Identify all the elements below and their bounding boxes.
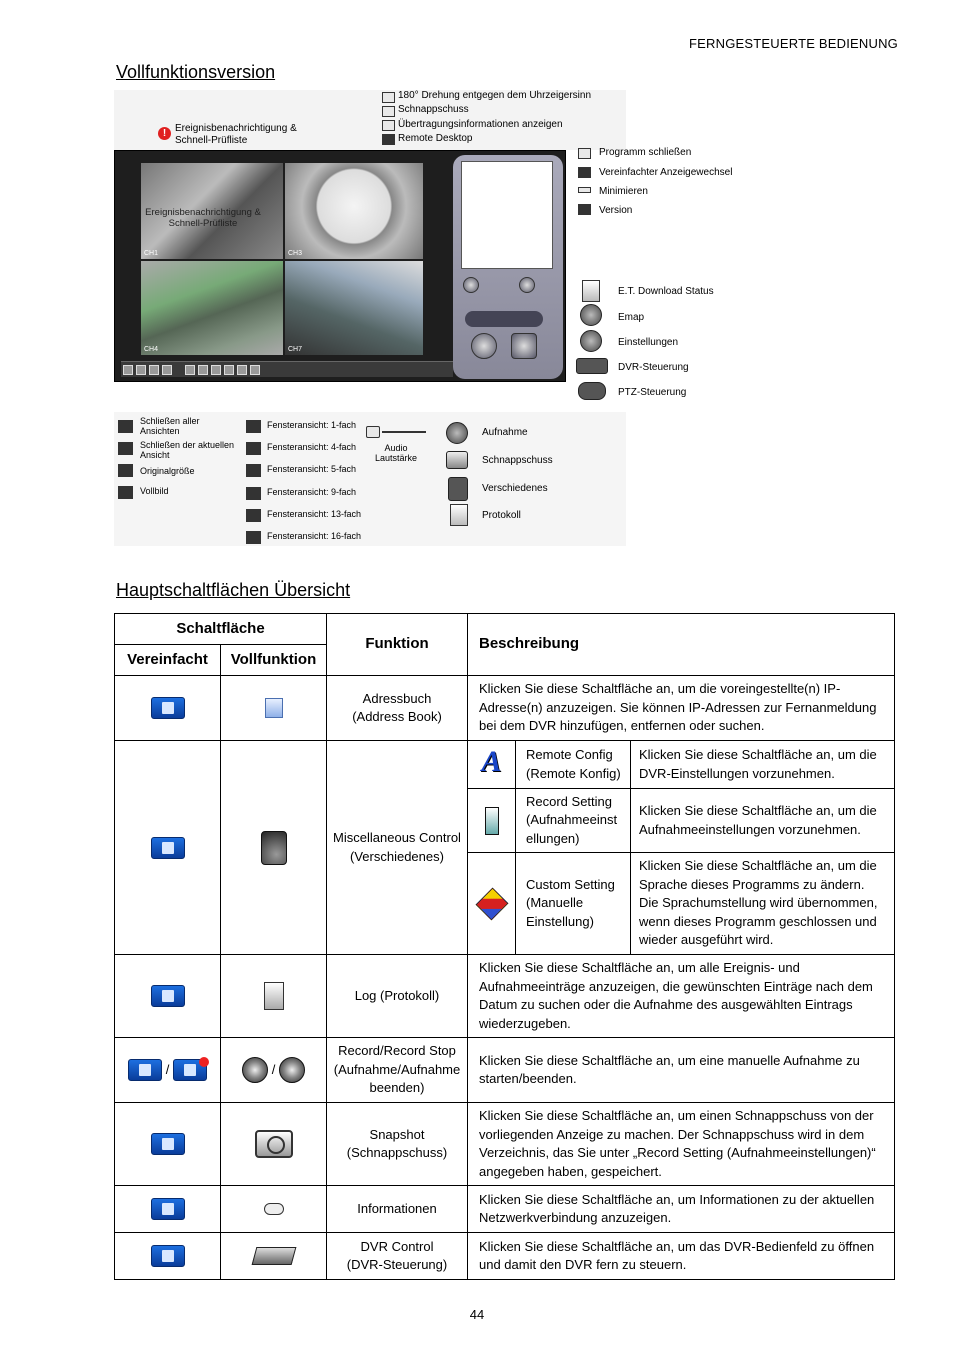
close-all-icon [118, 420, 133, 433]
log-icon [264, 982, 284, 1010]
info-simple-icon [151, 1198, 185, 1220]
label-view-13: Fensteransicht: 13-fach [267, 509, 362, 519]
rotate-icon [382, 92, 395, 103]
address-book-icon [265, 698, 283, 718]
view-5-icon [246, 464, 261, 477]
close-current-icon [118, 442, 133, 455]
address-list-screen [461, 161, 553, 269]
label-audio-volume: Audio Lautstärke [374, 443, 418, 463]
version-icon [578, 204, 591, 215]
view-toolbar [121, 361, 453, 377]
buttons-overview-table [114, 613, 895, 1280]
alert-icon: ! [158, 127, 171, 140]
description-record-setting: Klicken Sie diese Schaltfläche an, um die Aufnahmeeinstellungen vorzunehmen. [631, 789, 895, 853]
view-4-icon [246, 442, 261, 455]
header-full: Vollfunktion [221, 645, 327, 676]
table-row [115, 676, 895, 741]
original-size-icon [118, 464, 133, 477]
log-simple-icon [151, 985, 185, 1007]
label-close-program: Programm schließen [599, 147, 692, 158]
header-button: Schaltfläche [115, 614, 327, 645]
table-row: / / Record/Record Stop (Aufnahme/Aufnahme beenden) Klicken Sie diese Schaltfläche an, um eine manuelle Aufnahme zu starten/beenden. [115, 1038, 895, 1103]
camera-icon [446, 451, 468, 469]
misc-knob-icon [511, 333, 537, 359]
minimize-icon [578, 187, 591, 193]
label-snapshot-bottom: Schnappschuss [482, 455, 553, 466]
software-screenshot-figure [114, 90, 733, 550]
camera-view-4: CH7 [285, 261, 423, 355]
dvr-viewer-window [114, 150, 566, 382]
sub-remote-config: Remote Config (Remote Konfig) [516, 741, 631, 789]
description-dvr-control: Klicken Sie diese Schaltfläche an, um das DVR-Bedienfeld zu öffnen und damit den DVR fern zu steuern. [468, 1233, 895, 1280]
label-close-all-views: Schließen aller Ansichten [140, 416, 200, 436]
snapshot-simple-icon [151, 1133, 185, 1155]
remote-config-icon: A [481, 744, 502, 778]
misc-icon [448, 477, 468, 501]
function-misc-control: Miscellaneous Control (Verschiedenes) [327, 741, 468, 955]
record-simple-icon [128, 1059, 162, 1081]
page-header: FERNGESTEUERTE BEDIENUNG [689, 36, 898, 51]
table-row [115, 1233, 895, 1280]
event-overlay-label: Ereignisbenachrichtigung & Schnell-Prüfliste [145, 207, 261, 229]
event-notification-label: Ereignisbenachrichtigung & Schnell-Prüfliste [175, 123, 297, 146]
speaker-icon [366, 426, 380, 438]
label-original-size: Originalgröße [140, 466, 195, 476]
function-record: Record/Record Stop (Aufnahme/Aufnahme beenden) [327, 1038, 468, 1103]
label-log: Protokoll [482, 510, 521, 521]
description-address-book: Klicken Sie diese Schaltfläche an, um die voreingestellte(n) IP-Adresse(n) anzuzeigen. Sie können IP-Adressen zur Fernanmeldung bei dem DVR hinzufügen, entfernen oder suchen. [468, 676, 895, 741]
settings-gear-icon [580, 330, 602, 352]
label-emap: Emap [618, 312, 645, 323]
view-1-icon [246, 420, 261, 433]
label-download-status: E.T. Download Status [618, 286, 714, 297]
label-view-4: Fensteransicht: 4-fach [267, 442, 357, 452]
label-transfer-info: Übertragungsinformationen anzeigen [398, 119, 563, 130]
table-row [115, 955, 895, 1038]
description-log: Klicken Sie diese Schaltfläche an, um alle Ereignis- und Aufnahmeeinträge anzuzeigen, die gewünschten Einträge nach dem Datum zu suchen oder die Aufnahme des ausgewählten Eintrags wiederzugeben. [468, 955, 895, 1038]
info-small-icon [382, 120, 395, 131]
description-info: Klicken Sie diese Schaltfläche an, um Informationen zu der aktuellen Netzwerkverbindung anzuzeigen. [468, 1186, 895, 1233]
dvr-control-icon [576, 358, 608, 374]
description-remote-config: Klicken Sie diese Schaltfläche an, um die DVR-Einstellungen vorzunehmen. [631, 741, 895, 789]
label-snapshot-top: Schnappschuss [398, 104, 469, 115]
description-custom-setting: Klicken Sie diese Schaltfläche an, um die Sprache dieses Programms zu ändern. Die Sprachumstellung wird übernommen, wenn dieses Programm geschlossen und wieder ausgeführt wird. [631, 853, 895, 955]
label-minimize: Minimieren [599, 186, 648, 197]
table-row [115, 1103, 895, 1186]
label-simple-display-switch: Vereinfachter Anzeigewechsel [599, 167, 733, 178]
camera-view-3: CH4 [141, 261, 283, 355]
function-log: Log (Protokoll) [327, 955, 468, 1038]
dvr-control-simple-icon [151, 1245, 185, 1267]
label-ptz-control: PTZ-Steuerung [618, 387, 687, 398]
log-document-icon [450, 504, 468, 526]
header-description: Beschreibung [468, 614, 895, 676]
function-address-book: Adressbuch (Address Book) [327, 676, 468, 741]
header-simple: Vereinfacht [115, 645, 221, 676]
label-misc: Verschiedenes [482, 483, 548, 494]
display-switch-icon [578, 167, 591, 178]
view-13-icon [246, 509, 261, 522]
label-rotate: 180° Drehung entgegen dem Uhrzeigersinn [398, 90, 592, 101]
address-book-simple-icon [151, 697, 185, 719]
label-view-16: Fensteransicht: 16-fach [267, 531, 362, 541]
label-fullscreen: Vollbild [140, 486, 169, 496]
view-9-icon [246, 487, 261, 500]
label-view-5: Fensteransicht: 5-fach [267, 464, 357, 474]
header-function: Funktion [327, 614, 468, 676]
page-number: 44 [469, 1307, 485, 1322]
label-view-9: Fensteransicht: 9-fach [267, 487, 357, 497]
sub-record-setting: Record Setting (Aufnahmeeinst ellungen) [516, 789, 631, 853]
custom-setting-icon [475, 887, 508, 920]
sub-custom-setting: Custom Setting (Manuelle Einstellung) [516, 853, 631, 955]
misc-simple-icon [151, 837, 185, 859]
function-info: Informationen [327, 1186, 468, 1233]
download-status-icon [582, 280, 600, 302]
label-dvr-control: DVR-Steuerung [618, 362, 689, 373]
close-icon [578, 148, 591, 159]
control-panel [453, 155, 563, 379]
record-icon [242, 1057, 268, 1083]
section-title-buttons-overview: Hauptschaltflächen Übersicht [116, 580, 351, 600]
label-version: Version [599, 205, 633, 216]
description-snapshot: Klicken Sie diese Schaltfläche an, um einen Schnappschuss von der vorliegenden Anzeige zu machen. Der Schnappschuss wird in dem Verzeichnis, das Sie unter „Record Setting (Aufnahmeeinstellungen)“ angegeben haben, gespeichert. [468, 1103, 895, 1186]
section-title-full-version: Vollfunktionsversion [116, 62, 276, 82]
record-setting-icon [485, 807, 499, 835]
info-icon [264, 1203, 284, 1215]
camera-view-2: CH3 [285, 163, 423, 259]
snapshot-small-icon [382, 106, 395, 117]
record-knob-icon [471, 333, 497, 359]
camera-view-1: CH1 [141, 163, 283, 259]
view-16-icon [246, 531, 261, 544]
misc-control-icon [261, 831, 287, 865]
fullscreen-icon [118, 486, 133, 499]
snapshot-camera-icon [255, 1130, 293, 1158]
label-view-1: Fensteransicht: 1-fach [267, 420, 357, 430]
record-stop-icon [279, 1057, 305, 1083]
record-stop-simple-icon [173, 1059, 207, 1081]
label-close-current-view: Schließen der aktuellen Ansicht [140, 440, 235, 460]
dvr-device-icon [251, 1247, 296, 1265]
function-dvr-control: DVR Control (DVR-Steuerung) [327, 1233, 468, 1280]
label-settings: Einstellungen [618, 337, 679, 348]
emap-icon [580, 304, 602, 326]
volume-slider-icon [382, 431, 426, 433]
label-remote-desktop: Remote Desktop [398, 133, 473, 144]
description-record: Klicken Sie diese Schaltfläche an, um eine manuelle Aufnahme zu starten/beenden. [468, 1038, 895, 1103]
label-record: Aufnahme [482, 427, 528, 438]
record-reel-icon [446, 422, 468, 444]
ptz-control-icon [578, 382, 606, 400]
table-row [115, 741, 895, 789]
function-snapshot: Snapshot (Schnappschuss) [327, 1103, 468, 1186]
table-row [115, 1186, 895, 1233]
remote-desktop-icon [382, 134, 395, 145]
